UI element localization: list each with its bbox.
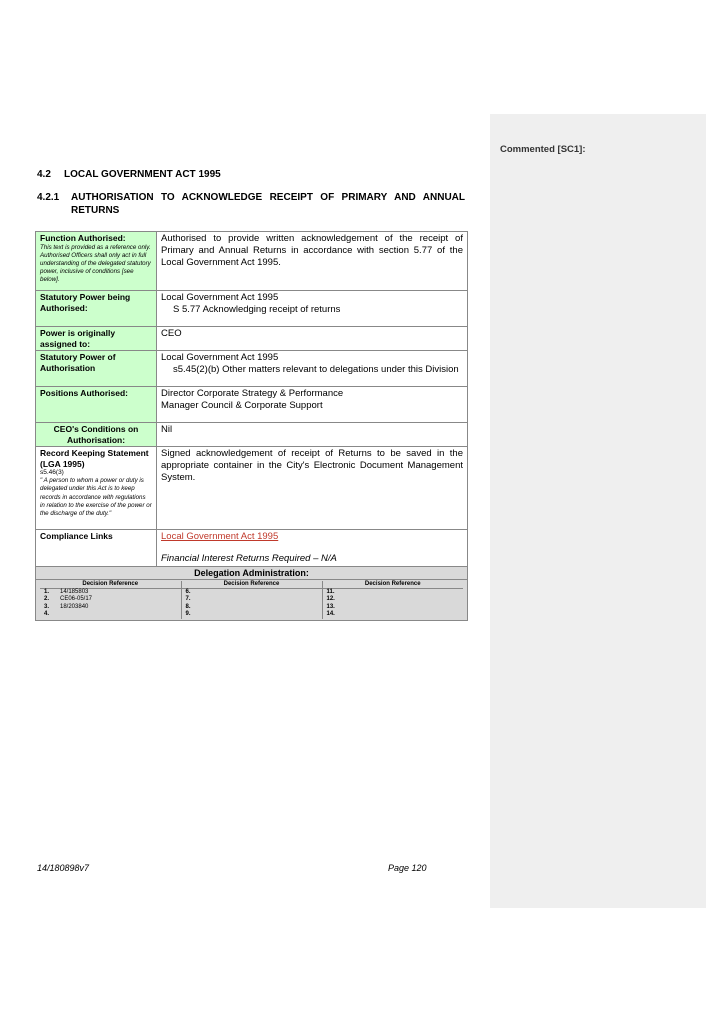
- subsection-heading: [37, 192, 465, 217]
- section-heading: [37, 169, 221, 180]
- delegation-admin-row: [36, 566, 468, 579]
- record-keeping-label: Record Keeping Statement (LGA 1995): [40, 448, 149, 469]
- decision-ref-item: 13.: [326, 603, 335, 610]
- decision-ref-item: 1. 14/185803: [44, 589, 89, 595]
- compliance-label: Compliance Links: [36, 530, 157, 567]
- decision-ref-item: 11.: [326, 589, 335, 595]
- positions-row: [36, 387, 468, 423]
- decision-ref-item: 2. CE06-05/17: [44, 596, 93, 603]
- statutory-power-of-auth-act: Local Government Act 1995: [161, 352, 279, 363]
- section-title: LOCAL GOVERNMENT ACT 1995: [64, 169, 221, 180]
- originally-assigned-row: [36, 327, 468, 351]
- decision-ref-item: 14.: [326, 611, 335, 618]
- section-number: 4.2: [37, 169, 51, 180]
- record-keeping-ref: s5.46(3): [40, 469, 64, 476]
- decision-ref-item: 8.: [185, 603, 191, 610]
- statutory-power-section: S 5.77 Acknowledging receipt of returns: [173, 303, 341, 315]
- footer-doc-ref: 14/180898v7: [37, 863, 90, 873]
- decision-ref-col1: [40, 589, 181, 619]
- compliance-link[interactable]: Local Government Act 1995: [161, 531, 279, 542]
- record-keeping-label-cell: [36, 447, 157, 530]
- decision-ref-item: 3. 18/203840: [44, 603, 89, 610]
- delegation-admin-title: Delegation Administration:: [36, 566, 468, 579]
- function-label: Function Authorised:: [40, 233, 126, 243]
- position-manager: Manager Council & Corporate Support: [161, 399, 323, 411]
- originally-assigned-label: Power is originally assigned to:: [36, 327, 157, 351]
- subsection-number: 4.2.1: [37, 192, 60, 203]
- function-note: This text is provided as a reference only. Authorised Officers shall only act in full understanding of the delegated statutory power, inclusive of conditions [see below].: [40, 243, 151, 284]
- decision-references-table: [40, 581, 463, 619]
- decision-references-row: [36, 579, 468, 620]
- statutory-power-of-auth-row: [36, 351, 468, 387]
- compliance-note: Financial Interest Returns Required – N/A: [161, 552, 337, 564]
- comment-title: Commented [SC1]:: [500, 144, 586, 155]
- subsection-title: AUTHORISATION TO ACKNOWLEDGE RECEIPT OF PRIMARY AND ANNUAL RETURNS: [71, 192, 465, 216]
- decision-ref-item: 4.: [44, 611, 50, 618]
- decision-ref-col2: [181, 589, 322, 619]
- statutory-power-row: [36, 291, 468, 327]
- record-keeping-note: " A person to whom a power or duty is delegated under this Act is to keep records in accordance with regulations in relation to the exercise of the power or the discharge of the duty.": [40, 477, 152, 518]
- decision-ref-item: 9.: [185, 611, 191, 618]
- comment-pane: [490, 114, 706, 908]
- decision-references-cell: [36, 579, 468, 620]
- compliance-value: [157, 530, 468, 567]
- ceo-conditions-value: Nil: [157, 423, 468, 447]
- statutory-power-of-auth-section: s5.45(2)(b) Other matters relevant to delegations under this Division: [173, 363, 459, 375]
- statutory-power-of-auth-label: Statutory Power of Authorisation: [36, 351, 157, 387]
- function-label-cell: [36, 232, 157, 291]
- delegation-table: [35, 231, 468, 621]
- positions-value: [157, 387, 468, 423]
- compliance-row: [36, 530, 468, 567]
- function-value: Authorised to provide written acknowledgement of the receipt of Primary and Annual Returns in accordance with section 5.77 of the Local Government Act 1995.: [157, 232, 468, 291]
- statutory-power-label: Statutory Power being Authorised:: [36, 291, 157, 327]
- statutory-power-value: [157, 291, 468, 327]
- decision-ref-item: 7.: [185, 596, 191, 603]
- decision-ref-item: 6.: [185, 589, 191, 595]
- ceo-conditions-row: [36, 423, 468, 447]
- record-keeping-row: [36, 447, 468, 530]
- decision-reference-header: Decision Reference: [181, 581, 322, 589]
- originally-assigned-value: CEO: [157, 327, 468, 351]
- position-director: Director Corporate Strategy & Performance: [161, 388, 344, 399]
- positions-label: Positions Authorised:: [36, 387, 157, 423]
- decision-reference-header: Decision Reference: [40, 581, 181, 589]
- decision-reference-header: Decision Reference: [322, 581, 463, 589]
- decision-ref-item: 12.: [326, 596, 335, 603]
- decision-ref-col3: [322, 589, 463, 619]
- statutory-power-act: Local Government Act 1995: [161, 292, 279, 303]
- footer-page-number: Page 120: [388, 863, 427, 873]
- record-keeping-value: Signed acknowledgement of receipt of Returns to be saved in the appropriate container in the City's Electronic Document Management System.: [157, 447, 468, 530]
- statutory-power-of-auth-value: [157, 351, 468, 387]
- function-row: [36, 232, 468, 291]
- ceo-conditions-label: CEO's Conditions on Authorisation:: [36, 423, 157, 447]
